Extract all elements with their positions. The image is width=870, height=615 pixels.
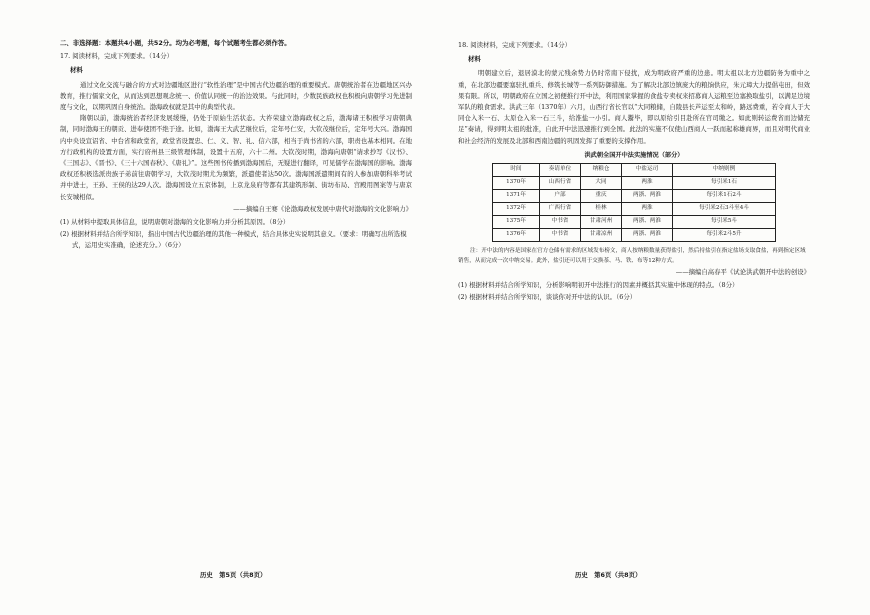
q18-source: ——摘编自高春平《试论洪武朝开中法的创设》: [675, 268, 810, 277]
table-cell: 1371年: [493, 190, 540, 203]
table-cell: 大同: [581, 177, 622, 190]
q17-paragraph-2: 隋朝以前，渤海统治者经济发展缓慢，仍处于原始生活状态。大祚荣建立渤海政权之后，渤海诸王积极学习唐朝典制，同时渤海王的朝贡、进奉使团不绝于途。比如，渤海王大武艺继位后，定年号仁安，大钦茂继位后，定年号大兴。渤海国内中央设宣诏省、中台省和政堂省，政堂省设置忠、仁、义、智、礼、信六部，相当于尚书省的六部，职责也基本相同。在地方行政机构的设置方面，实行府州县三级管理体制，设置十五府，六十二州。大钦茂时期，渤海向唐朝“请求抄写《汉书》、《三国志》、《晋书》、《三十六国春秋》、《唐礼》”。这些图书传播到渤海国后，无疑进行翻译，可见儒学在渤海国的影响。渤海政权还积极选派贵族子弟前往唐朝学习，大钦茂时期尤为频繁，派遣使者达50次。渤海国派遣期间有的人参加唐朝科举考试并中进士，王孙、王侯的达29人次。渤海国设立五京体制，上京龙泉府等都有其建筑形制、街坊布局、宫殿用图案等与唐京长安城相似。: [60, 114, 412, 201]
table-cell: 山西行省: [540, 177, 581, 190]
table-header-row: [493, 164, 776, 177]
table-cell: 中书省: [540, 216, 581, 229]
table-header-cell: 奏请单位: [540, 164, 581, 177]
table-cell: 1370年: [493, 177, 540, 190]
table-cell: 户部: [540, 190, 581, 203]
table-cell: 重庆: [581, 190, 622, 203]
q17-source: ——摘编自王赛《论渤海政权发展中唐代对渤海的文化影响力》: [233, 204, 412, 213]
table-cell: 每引米1石2斗: [673, 190, 776, 203]
table-row: [493, 203, 776, 216]
table-cell: 每引米2石3斗至4斗: [673, 203, 776, 216]
table-header-cell: 纳粮仓: [581, 164, 622, 177]
table-cell: 两浙、两淮: [622, 229, 673, 242]
table-cell: 每引米1石: [673, 177, 776, 190]
q17-subquestion-1: (1) 从材料中提取具体信息，说明唐朝对渤海的文化影响力并分析其原因。（8分）: [60, 218, 290, 227]
table-cell: 每引米2斗5升: [673, 229, 776, 242]
page-footer-right: 历史 第6页（共8页）: [575, 571, 642, 579]
q17-paragraph-1: 通过文化交流与融合的方式对边疆地区进行“软性治理”是中国古代边疆治理的重要模式。唐朝统治者在边疆地区兴办教育，推行儒家文化，从而达到思想观念统一、价值认同统一的治边效果。与此同时，少数民族政权也积极向唐朝学习先进制度与文化，以期巩固自身统治。渤海政权就是其中的典型代表。: [60, 80, 412, 112]
material-label-17: 材料: [70, 66, 83, 75]
table-cell: 1376年: [493, 229, 540, 242]
question-18-heading: 18. 阅读材料，完成下列要求。（14分）: [458, 41, 571, 49]
right-column: [458, 38, 810, 304]
table-cell: 1372年: [493, 203, 540, 216]
table-row: [493, 190, 776, 203]
material-label-18: 材料: [468, 55, 481, 64]
question-17-heading: 17. 阅读材料，完成下列要求。（14分）: [60, 52, 173, 61]
q17-subquestion-2: (2) 根据材料并结合所学知识，指出中国古代边疆治理的其他一种模式，结合具体史实说明其意义。（要求：明确写出所选模式，运用史实准确，论述充分。）（6分）: [60, 230, 407, 250]
q18-paragraph-1: 明朝建立后，退居漠北的蒙元残余势力仍时常南下侵扰，成为明政府严重的边患。明太祖以北方边疆防务为重中之重，在北部边疆要塞驻扎重兵、修筑长城等一系列防御措施。为了解决北部边镇庞大的粮饷供应，朱元璋大力提倡屯田，但效果有限。所以，明朝政府在立国之初便推行开中法，利用国家掌握的食盐专卖权来招募商人运粮至边塞换取盐引，以满足边境军队的粮食需求。洪武三年（1370年）六月，山西行省长官以“大同粮储，自陵县长芦运至太和岭，路远费重，若令商人于大同仓入米一石、太原仓入米一石三斗，给淮盐一小引。商人鬻毕，即以原给引目赴所在官司缴之。如此则转运费省而边储充足”奏请，得到明太祖的批准，自此开中法迅速推行到全国。此法的实施不仅使山西商人一跃而起称雄商界，而且对明代商业和社会经济的发展及北部和西南边疆的巩固发挥了重要的支撑作用。: [458, 69, 810, 145]
table-cell: 1375年: [493, 216, 540, 229]
table-row: [493, 177, 776, 190]
table-header-cell: 时间: [493, 164, 540, 177]
kaizhong-table: [492, 163, 776, 242]
q18-subquestion-1: (1) 根据材料并结合所学知识，分析影响明初开中法推行的因素并概括其实施中体现的特点。（8分）: [458, 281, 739, 290]
table-cell: 每引米5斗: [673, 216, 776, 229]
table-cell: 两淮: [622, 203, 673, 216]
table-cell: 两淮: [622, 177, 673, 190]
page-footer-left: 历史 第5页（共8页）: [200, 571, 267, 579]
table-cell: 广西行省: [540, 203, 581, 216]
table-row: [493, 229, 776, 242]
table-header-cell: 中盐运司: [622, 164, 673, 177]
section-header: 二、非选择题：本题共4小题，共52分。均为必考题，每个试题考生都必须作答。: [60, 39, 291, 47]
table-cell: 桂林: [581, 203, 622, 216]
table-cell: 甘肃凉州: [581, 229, 622, 242]
table-cell: 两浙、两淮: [622, 190, 673, 203]
table-cell: 两浙、两淮: [622, 216, 673, 229]
table-caption: 洪武朝全国开中法实施情况（部分）: [584, 151, 684, 159]
q18-subquestion-2: (2) 根据材料并结合所学知识，谈谈你对开中法的认识。（6分）: [458, 293, 637, 302]
table-cell: 甘肃河州: [581, 216, 622, 229]
table-header-cell: 中纳则例: [673, 164, 776, 177]
table-note: 注：开中法的内容是国家在官方仓储有需求的区域发布榜文，商人按纳粮数量获得盐引，然后持盐引在指定盐场支取食盐，再到指定区域销售，从而完成一次中纳交易。此外，盐引还可以用于交换茶、马、铁、布等12种方式。: [458, 248, 806, 265]
left-column: [60, 38, 412, 252]
table-cell: 中书省: [540, 229, 581, 242]
table-row: [493, 216, 776, 229]
